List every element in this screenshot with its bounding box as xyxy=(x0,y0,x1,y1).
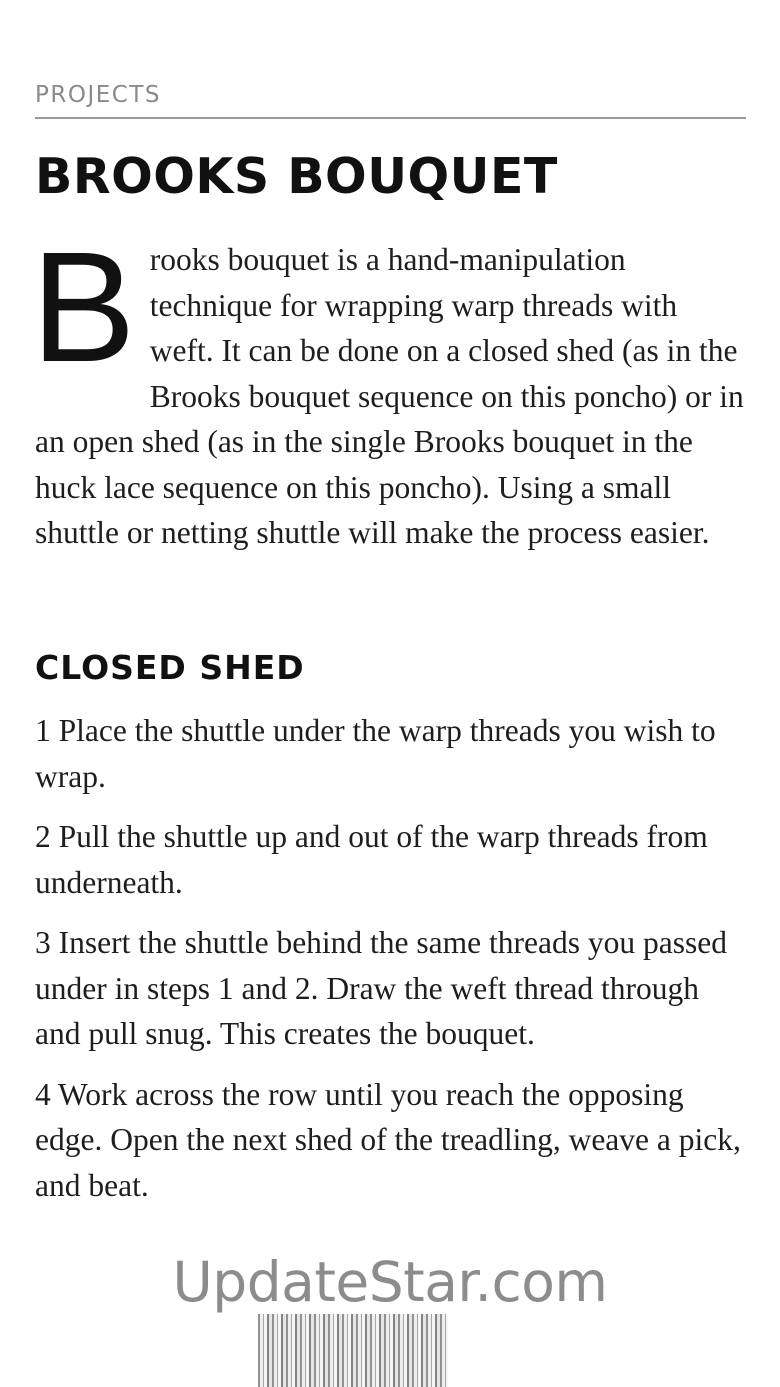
watermark-text: UpdateStar.com xyxy=(172,1250,608,1314)
step-2: 2 Pull the shuttle up and out of the warp threads from underneath. xyxy=(35,819,708,900)
barcode-graphic xyxy=(258,1314,448,1387)
intro-paragraph xyxy=(31,220,746,556)
section-subheading: CLOSED SHED xyxy=(35,648,305,687)
intro-text: rooks bouquet is a hand-manipulation technique for wrapping warp threads with weft. It can be done on a closed shed (as in the Brooks bouquet sequence on this poncho) or in an open shed (as in the single Brooks bouquet in the huck lace sequence on this poncho). Using a small shuttle or netting shuttle will make the process easier. xyxy=(35,242,744,550)
article-title: BROOKS BOUQUET xyxy=(35,148,558,205)
section-label: PROJECTS xyxy=(35,82,161,108)
step-1: 1 Place the shuttle under the warp threads you wish to wrap. xyxy=(35,713,716,794)
steps-list xyxy=(35,708,746,1223)
step-4: 4 Work across the row until you reach the opposing edge. Open the next shed of the treadling, weave a pick, and beat. xyxy=(35,1076,741,1203)
step-3: 3 Insert the shuttle behind the same threads you passed under in steps 1 and 2. Draw the weft thread through and pull snug. This creates the bouquet. xyxy=(35,925,727,1051)
header-divider xyxy=(35,117,746,119)
drop-cap: B xyxy=(31,220,136,395)
